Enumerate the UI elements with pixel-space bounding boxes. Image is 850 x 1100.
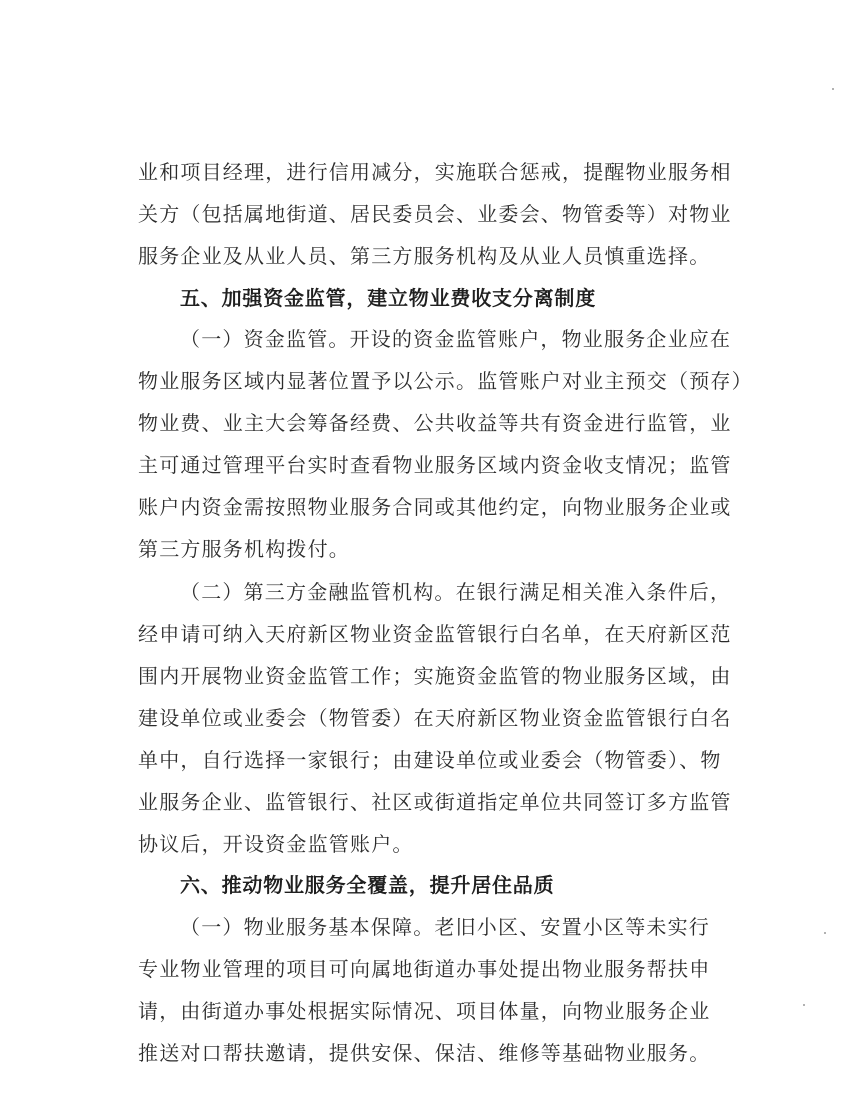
paragraph-line: 请，由街道办事处根据实际情况、项目体量，向物业服务企业	[138, 999, 711, 1023]
paragraph-line: 单中，自行选择一家银行；由建设单位或业委会（物管委）、物	[138, 748, 722, 772]
scan-speck-mark	[803, 1004, 805, 1006]
section-heading: 五、加强资金监管，建立物业费收支分离制度	[180, 286, 596, 310]
paragraph-line: 经申请可纳入天府新区物业资金监管银行白名单，在天府新区范	[138, 622, 732, 646]
paragraph-line: 物业服务区域内显著位置予以公示。监管账户对业主预交（预存）	[138, 369, 753, 393]
paragraph-line: 业和项目经理，进行信用减分，实施联合惩戒，提醒物业服务相	[138, 160, 732, 184]
paragraph-line: 围内开展物业资金监管工作；实施资金监管的物业服务区域，由	[138, 664, 732, 688]
paragraph-line: 建设单位或业委会（物管委）在天府新区物业资金监管银行白名	[138, 706, 732, 730]
scan-speck-mark	[824, 932, 826, 934]
paragraph-line: （一）物业服务基本保障。老旧小区、安置小区等未实行	[180, 915, 710, 939]
paragraph-line: 专业物业管理的项目可向属地街道办事处提出物业服务帮扶申	[138, 957, 711, 981]
section-heading: 六、推动物业服务全覆盖，提升居住品质	[180, 873, 555, 897]
paragraph-line: 账户内资金需按照物业服务合同或其他约定，向物业服务企业或	[138, 495, 732, 519]
paragraph-line: 推送对口帮扶邀请，提供安保、保洁、维修等基础物业服务。	[138, 1041, 711, 1065]
paragraph-line: 服务企业及从业人员、第三方服务机构及从业人员慎重选择。	[138, 244, 711, 268]
paragraph-line: 关方（包括属地街道、居民委员会、业委会、物管委等）对物业	[138, 202, 732, 226]
paragraph-line: 物业费、业主大会筹备经费、公共收益等共有资金进行监管，业	[138, 411, 732, 435]
scan-speck-mark	[832, 88, 834, 90]
paragraph-line: 主可通过管理平台实时查看物业服务区域内资金收支情况；监管	[138, 453, 732, 477]
paragraph-line: （一）资金监管。开设的资金监管账户，物业服务企业应在	[180, 327, 732, 351]
paragraph-line: 协议后，开设资金监管账户。	[138, 832, 414, 856]
paragraph-line: （二）第三方金融监管机构。在银行满足相关准入条件后，	[180, 580, 732, 604]
paragraph-line: 第三方服务机构拨付。	[138, 537, 350, 561]
paragraph-line: 业服务企业、监管银行、社区或街道指定单位共同签订多方监管	[138, 790, 732, 814]
